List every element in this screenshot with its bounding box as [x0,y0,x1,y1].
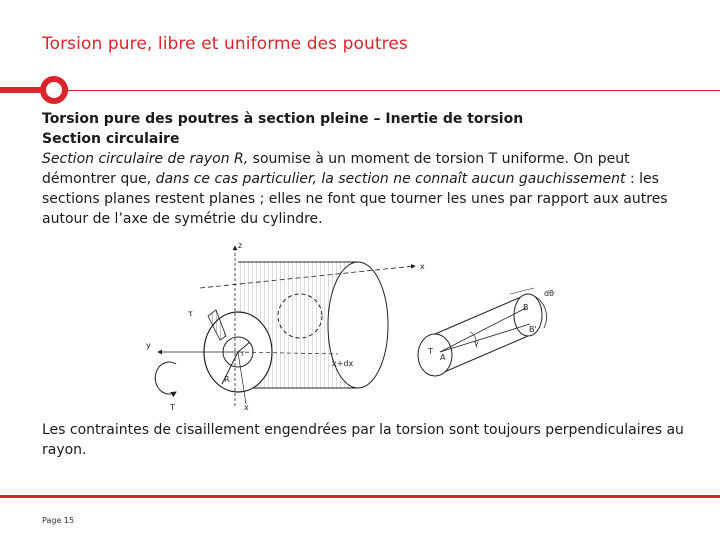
label-A: A [440,353,446,362]
label-R: R [224,375,230,384]
torsion-diagram [140,236,560,412]
label-gamma: γ [474,339,479,348]
label-z: z [238,241,243,250]
label-T-small: T [428,347,433,356]
torsion-figure [140,236,560,412]
para-start: Section circulaire de rayon R, [42,151,253,167]
small-cyl-far-end [514,294,542,336]
torque-arc-icon [155,362,176,394]
small-cyl-near-face [418,334,452,376]
dtheta-tick [510,288,534,294]
closing-paragraph: Les contraintes de cisaillement engendrées par la torsion sont toujours perpendiculaires au rayon. [42,422,684,458]
footer-divider [0,495,720,498]
label-T: T [170,403,175,412]
label-r: r [241,349,245,358]
cylinder-far-end [328,262,388,388]
label-dtheta: dθ [544,289,554,298]
section-heading: Torsion pure des poutres à section pleine – Inertie de torsion [42,111,524,127]
para-end: : les sections planes restent planes ; elles ne font que tourner les unes par rapport aux autres autour de l’axe de symétrie du cylindre. [42,171,668,227]
label-B: B [523,303,529,312]
description-paragraph [42,149,697,229]
para-italic: dans ce cas particulier, la section ne connaît aucun gauchissement [155,171,626,187]
divider-line [68,90,720,91]
generatrix-AB-prime [440,324,530,352]
label-x-bottom: x [244,403,249,412]
slide-title: Torsion pure, libre et uniforme des poutres [42,34,408,54]
label-x-top: x [420,262,425,271]
page-number: Page 15 [42,516,75,525]
label-y: y [146,341,151,350]
para-mid: soumise à un moment de torsion T uniforme. On peut démontrer que, [42,151,630,187]
small-cylinder [418,288,547,376]
label-tau: τ [188,309,193,318]
label-x-dx: x+dx [332,359,354,368]
generatrix-AB [440,308,526,352]
slide-body [42,109,697,229]
label-B-prime: B' [529,325,537,334]
divider-ring-icon [40,76,68,104]
large-cylinder [204,262,388,392]
section-subheading: Section circulaire [42,131,180,147]
